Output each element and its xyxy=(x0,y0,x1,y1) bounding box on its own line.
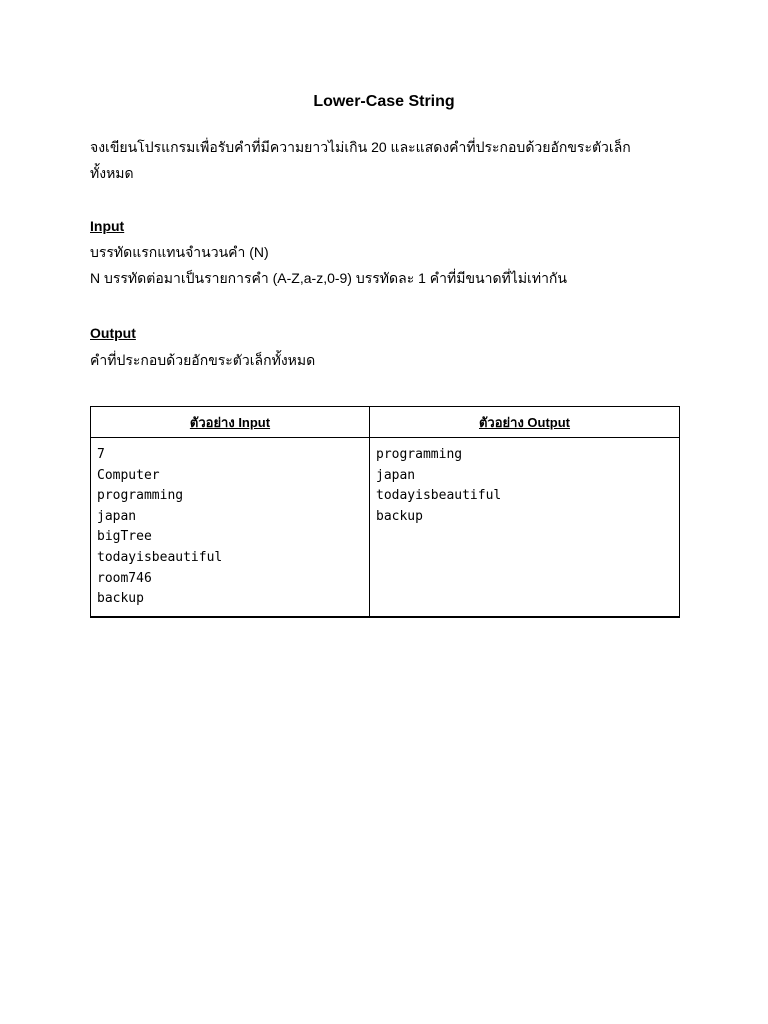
input-description-line: บรรทัดแรกแทนจำนวนคำ (N) xyxy=(90,244,269,260)
input-heading: Input xyxy=(90,218,125,234)
example-input-list xyxy=(91,438,369,610)
output-heading: Output xyxy=(90,325,136,341)
example-output-line: todayisbeautiful xyxy=(376,488,502,504)
description-line: ทั้งหมด xyxy=(90,165,134,181)
example-output-cell xyxy=(370,438,680,618)
description-line: จงเขียนโปรแกรมเพื่อรับคำที่มีความยาวไม่เกิน 20 และแสดงคำที่ประกอบด้วยอักขระตัวเล็ก xyxy=(90,139,631,155)
example-table-body-row xyxy=(91,438,680,618)
output-description: คำที่ประกอบด้วยอักขระตัวเล็กทั้งหมด xyxy=(90,352,316,368)
example-input-line: 7 xyxy=(97,447,105,462)
example-output-list xyxy=(370,438,679,527)
example-input-line: programming xyxy=(97,488,184,504)
example-table-header-row xyxy=(91,407,680,438)
input-description-line: N บรรทัดต่อมาเป็นรายการคำ (A-Z,a-z,0-9) บรรทัดละ 1 คำที่มีขนาดที่ไม่เท่ากัน xyxy=(90,270,567,286)
example-output-line: japan xyxy=(376,467,416,483)
example-input-line: backup xyxy=(97,591,144,607)
page-title: Lower-Case String xyxy=(313,93,455,110)
example-input-cell xyxy=(91,438,370,618)
example-input-line: todayisbeautiful xyxy=(97,549,223,565)
example-output-line: programming xyxy=(376,447,463,462)
example-table xyxy=(90,406,680,618)
example-input-line: room746 xyxy=(97,570,152,586)
example-input-line: bigTree xyxy=(97,529,152,545)
problem-description xyxy=(90,134,680,186)
example-output-line: backup xyxy=(376,508,423,524)
example-input-header: ตัวอย่าง Input xyxy=(91,407,370,438)
example-input-line: japan xyxy=(97,508,137,524)
example-output-header: ตัวอย่าง Output xyxy=(370,407,680,438)
example-input-line: Computer xyxy=(97,467,160,483)
input-description xyxy=(90,239,680,291)
